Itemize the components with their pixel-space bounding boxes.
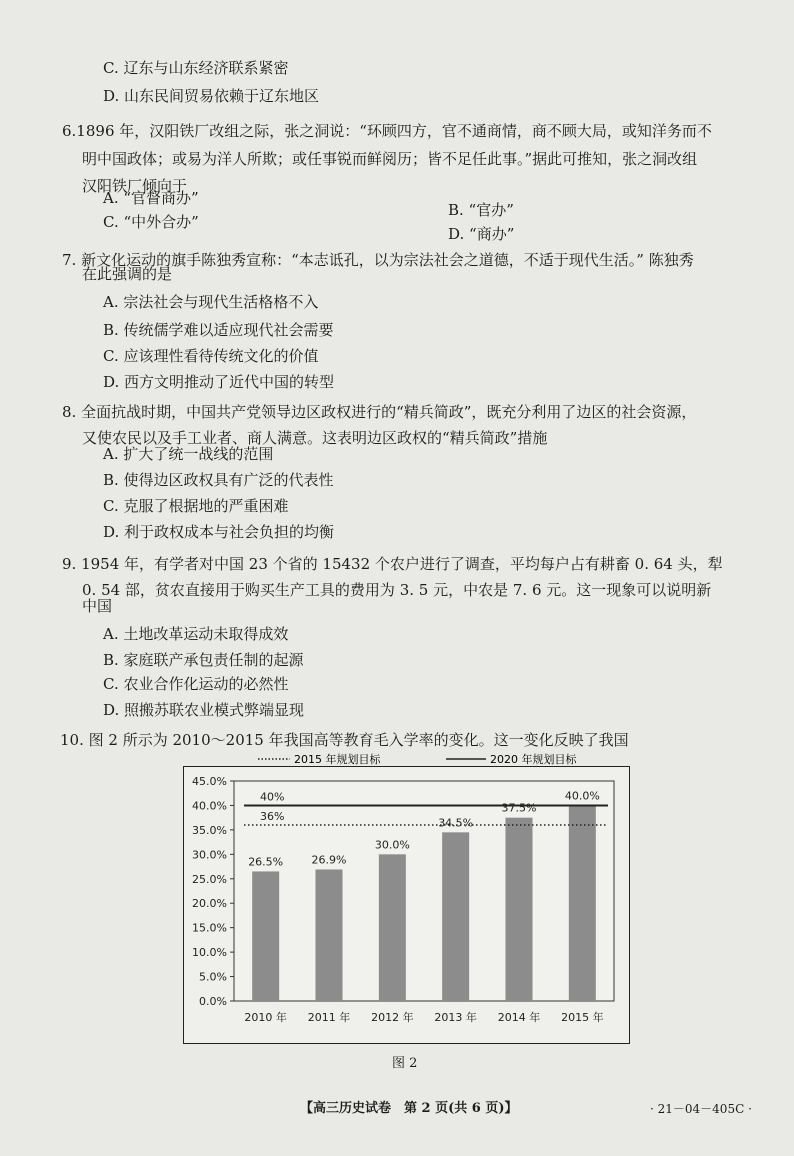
y-tick-label: 10.0%	[192, 946, 227, 960]
bar-data-label: 34.5%	[438, 816, 474, 830]
q6-stem-line-3: 汉阳铁厂倾向于	[82, 177, 188, 195]
q6-stem-line-2: 明中国政体；或易为洋人所欺；或任事锐而鲜阅历；皆不足任此事。”据此可推知，张之洞改组	[82, 150, 698, 168]
y-tick-label: 20.0%	[192, 897, 227, 911]
bar-data-label: 40.0%	[564, 789, 600, 803]
y-tick-label: 15.0%	[192, 921, 227, 935]
bar-data-label: 30.0%	[374, 838, 410, 852]
q8-option-b: B. 使得边区政权具有广泛的代表性	[103, 471, 334, 489]
y-tick-label: 35.0%	[192, 823, 227, 837]
page-footer: 【高三历史试卷 第 2 页(共 6 页)】	[300, 1101, 518, 1116]
chart-frame	[183, 766, 630, 1044]
x-tick-label: 2013 年	[434, 1011, 477, 1024]
q9-option-c: C. 农业合作化运动的必然性	[103, 675, 289, 693]
enrollment-rate-chart	[184, 767, 629, 1043]
q7-option-d: D. 西方文明推动了近代中国的转型	[103, 373, 335, 391]
q5-option-c: C. 辽东与山东经济联系紧密	[103, 59, 289, 77]
x-tick-label: 2010 年	[244, 1011, 287, 1024]
bar-2014 年	[506, 818, 533, 1001]
q10-stem-line-1: 10. 图 2 所示为 2010～2015 年我国高等教育毛入学率的变化。这一变化反映了我国	[60, 731, 629, 749]
q7-option-c: C. 应该理性看待传统文化的价值	[103, 347, 319, 365]
q8-option-a: A. 扩大了统一战线的范围	[103, 445, 274, 463]
q7-stem-line-1: 7. 新文化运动的旗手陈独秀宣称：“本志诋孔，以为宗法社会之道德，不适于现代生活。” 陈独秀	[62, 251, 694, 269]
plot-area	[234, 781, 614, 1001]
q6-option-c: C. “中外合办”	[103, 213, 199, 231]
q9-stem-line-1: 9. 1954 年，有学者对中国 23 个省的 15432 个农户进行了调查，平均每户占有耕畜 0. 64 头，犁	[62, 555, 723, 573]
q9-option-b: B. 家庭联产承包责任制的起源	[103, 651, 304, 669]
q7-option-a: A. 宗法社会与现代生活格格不入	[103, 293, 319, 311]
bar-2011 年	[316, 869, 343, 1001]
q6-stem-line-1: 6.1896 年，汉阳铁厂改组之际，张之洞说：“环顾四方，官不通商情，商不顾大局，或知洋务而不	[62, 122, 712, 140]
bar-2010 年	[252, 871, 279, 1001]
x-tick-label: 2011 年	[307, 1011, 351, 1024]
paper-code: · 21－04－405C ·	[650, 1102, 752, 1116]
y-tick-label: 40.0%	[192, 799, 227, 813]
q9-stem-line-2: 0. 54 部，贫农直接用于购买生产工具的费用为 3. 5 元，中农是 7. 6 元。这一现象可以说明新	[82, 581, 712, 599]
q8-option-c: C. 克服了根据地的严重困难	[103, 497, 289, 515]
y-tick-label: 0.0%	[199, 995, 227, 1008]
q9-option-d: D. 照搬苏联农业模式弊端显现	[103, 701, 305, 719]
q9-option-a: A. 土地改革运动未取得成效	[103, 625, 289, 643]
legend-label-2015-target: 2015 年规划目标	[294, 753, 381, 766]
x-tick-label: 2014 年	[497, 1011, 541, 1024]
bar-data-label: 26.5%	[248, 855, 284, 869]
y-tick-label: 30.0%	[192, 848, 227, 862]
legend-label-2020-target: 2020 年规划目标	[490, 753, 577, 766]
q7-stem-line-2: 在此强调的是	[82, 265, 173, 283]
reference-line-label: 40%	[260, 790, 285, 804]
q8-option-d: D. 利于政权成本与社会负担的均衡	[103, 523, 335, 541]
reference-line-label: 36%	[260, 810, 285, 823]
q7-option-b: B. 传统儒学难以适应现代社会需要	[103, 321, 334, 339]
bar-data-label: 26.9%	[311, 853, 347, 867]
q8-stem-line-2: 又使农民以及手工业者、商人满意。这表明边区政权的“精兵简政”措施	[82, 429, 548, 447]
q6-option-d: D. “商办”	[448, 225, 515, 243]
bar-data-label: 37.5%	[501, 801, 537, 815]
y-tick-label: 5.0%	[199, 970, 227, 984]
q9-stem-line-3: 中国	[82, 597, 113, 615]
bar-2015 年	[569, 805, 596, 1001]
q8-stem-line-1: 8. 全面抗战时期，中国共产党领导边区政权进行的“精兵简政”，既充分利用了边区的社会资源，	[62, 403, 697, 421]
chart-legend	[250, 751, 610, 767]
q5-option-d: D. 山东民间贸易依赖于辽东地区	[103, 87, 320, 105]
y-tick-label: 45.0%	[192, 775, 227, 788]
figure-caption: 图 2	[392, 1056, 418, 1071]
q6-option-b: B. “官办”	[448, 201, 514, 219]
x-tick-label: 2015 年	[561, 1011, 604, 1024]
q6-option-a: A. “官督商办”	[103, 189, 199, 207]
x-tick-label: 2012 年	[371, 1011, 414, 1024]
bar-2012 年	[379, 854, 406, 1001]
bar-2013 年	[442, 832, 469, 1001]
y-tick-label: 25.0%	[192, 872, 227, 886]
